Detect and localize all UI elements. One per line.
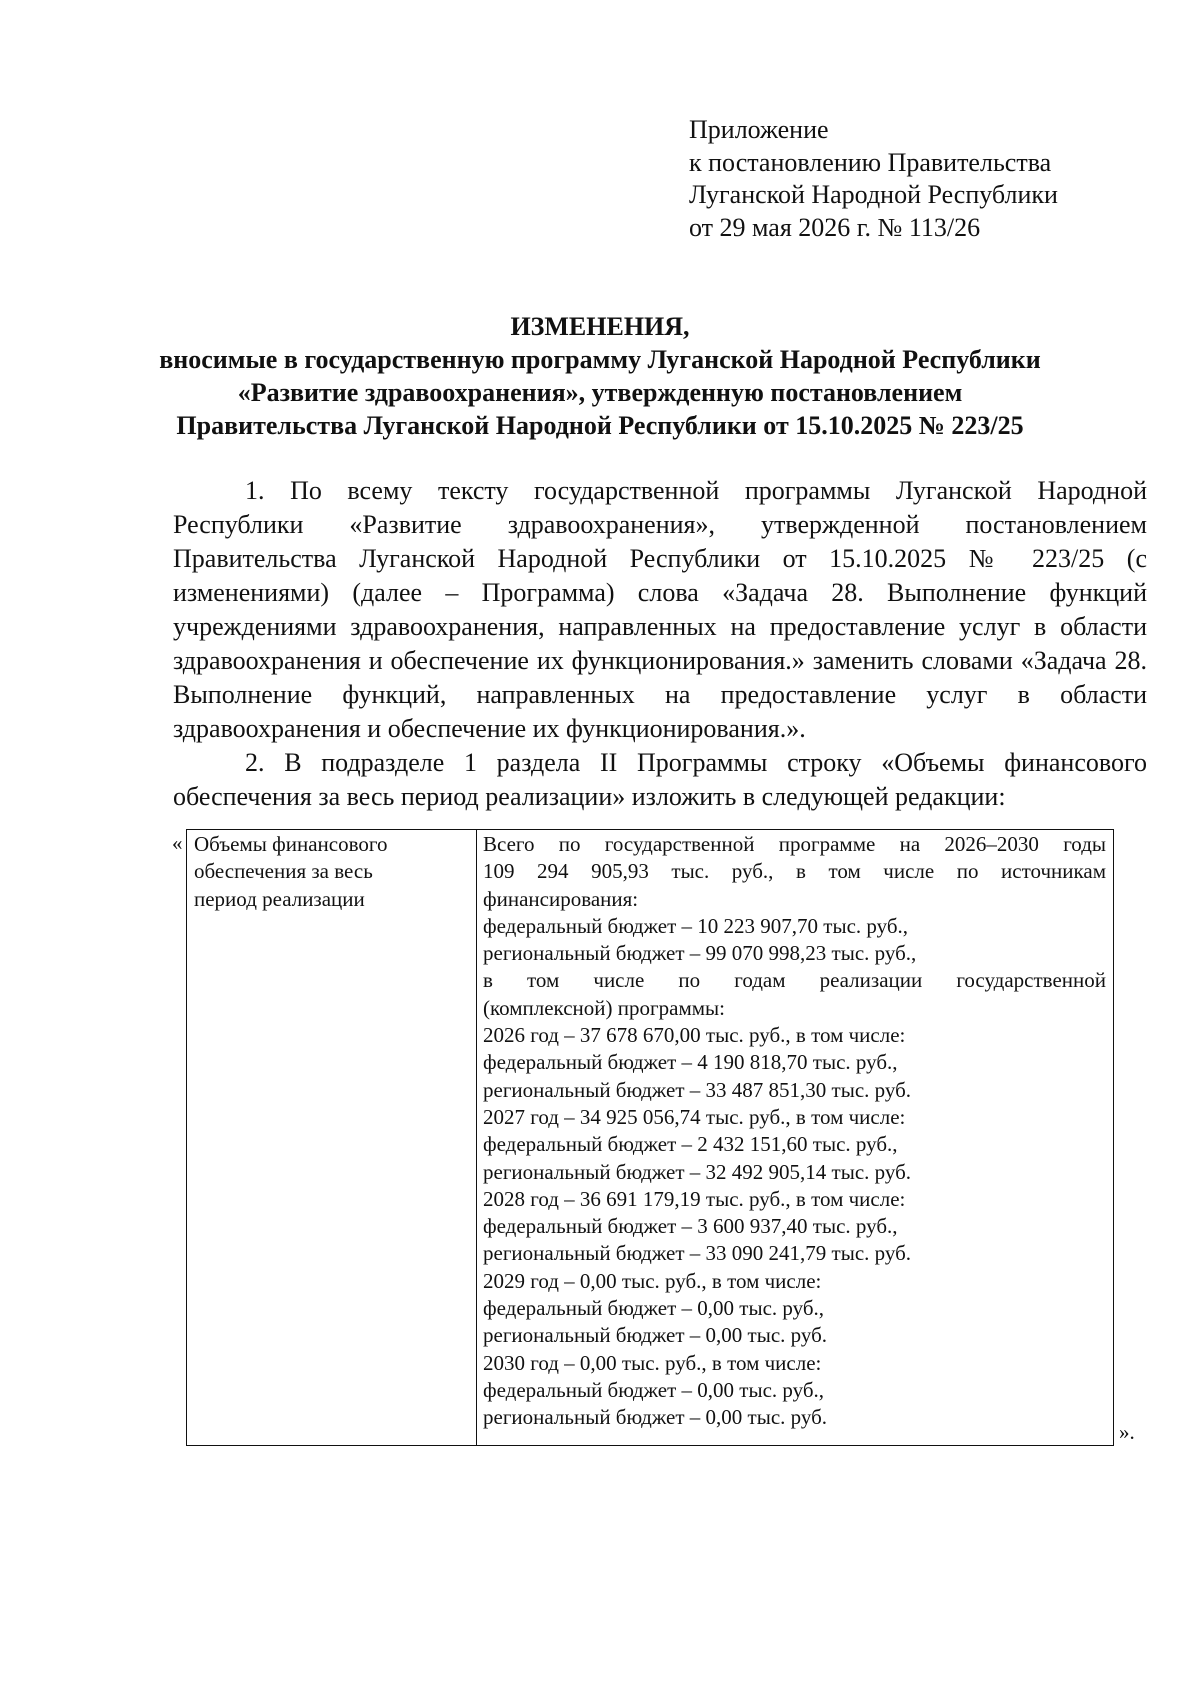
value-line: 2028 год – 36 691 179,19 тыс. руб., в том числе:	[483, 1186, 906, 1211]
value-line: в том числе по годам реализации государственной	[483, 968, 1106, 993]
appendix-line: к постановлению Правительства	[689, 147, 1052, 177]
value-line: финансирования:	[483, 886, 639, 911]
value-line: федеральный бюджет – 3 600 937,40 тыс. руб.,	[483, 1214, 898, 1239]
table-close-quote: ».	[1119, 1420, 1135, 1444]
value-line: федеральный бюджет – 0,00 тыс. руб.,	[483, 1377, 825, 1402]
appendix-line: Луганской Народной Республики	[689, 180, 1058, 209]
value-line: региональный бюджет – 33 487 851,30 тыс. руб.	[483, 1077, 912, 1102]
value-line: 2029 год – 0,00 тыс. руб., в том числе:	[483, 1268, 822, 1293]
table-label-cell	[194, 831, 464, 913]
value-line: 2030 год – 0,00 тыс. руб., в том числе:	[483, 1350, 822, 1375]
appendix-line: от 29 мая 2026 г. № 113/26	[689, 212, 981, 242]
title-line: вносимые в государственную программу Луганской Народной Республики	[159, 345, 1041, 374]
value-line: федеральный бюджет – 2 432 151,60 тыс. руб.,	[483, 1132, 898, 1157]
value-line: региональный бюджет – 33 090 241,79 тыс. руб.	[483, 1241, 912, 1266]
appendix-line: Приложение	[689, 115, 829, 144]
value-line: федеральный бюджет – 0,00 тыс. руб.,	[483, 1296, 825, 1321]
title-line: «Развитие здравоохранения», утвержденную постановлением	[237, 378, 963, 407]
value-line: 109 294 905,93 тыс. руб., в том числе по источникам	[483, 859, 1106, 884]
value-line: региональный бюджет – 99 070 998,23 тыс. руб.,	[483, 941, 917, 966]
funding-table	[186, 829, 1114, 1446]
appendix-header	[689, 114, 1058, 244]
value-line: 2027 год – 34 925 056,74 тыс. руб., в том числе:	[483, 1104, 906, 1129]
value-line: (комплексной) программы:	[483, 995, 725, 1020]
value-line: региональный бюджет – 0,00 тыс. руб.	[483, 1405, 828, 1430]
table-value-cell	[483, 831, 1106, 1432]
title-line: Правительства Луганской Народной Республики от 15.10.2025 № 223/25	[176, 411, 1024, 440]
table-column-divider	[476, 830, 477, 1445]
value-line: региональный бюджет – 0,00 тыс. руб.	[483, 1323, 828, 1348]
value-line: региональный бюджет – 32 492 905,14 тыс. руб.	[483, 1159, 912, 1184]
label-line: период реализации	[194, 886, 365, 911]
title-line: ИЗМЕНЕНИЯ,	[510, 312, 690, 341]
paragraph-1: 1. По всему тексту государственной программы Луганской Народной Республики «Развитие здравоохранения», утвержденной постановлением Правительства Луганской Народной Республики от 15.10.2025 № 223/25 (с изменениями) (далее – Программа) слова «Задача 28. Выполнение функций учреждениями здравоохранения, направленных на предоставление услуг в области здравоохранения и обеспечение их функционирования.» заменить словами «Задача 28. Выполнение функций, направленных на предоставление услуг в области здравоохранения и обеспечение их функционирования.».	[173, 476, 1147, 743]
value-line: федеральный бюджет – 10 223 907,70 тыс. руб.,	[483, 913, 909, 938]
value-line: 2026 год – 37 678 670,00 тыс. руб., в том числе:	[483, 1023, 906, 1048]
value-line: федеральный бюджет – 4 190 818,70 тыс. руб.,	[483, 1050, 898, 1075]
label-line: обеспечения за весь	[194, 859, 373, 884]
document-body	[173, 474, 1147, 814]
value-line: Всего по государственной программе на 2026–2030 годы	[483, 832, 1106, 856]
table-open-quote: «	[172, 831, 183, 855]
paragraph-2: 2. В подразделе 1 раздела II Программы строку «Объемы финансового обеспечения за весь период реализации» изложить в следующей редакции:	[173, 748, 1147, 811]
document-title	[150, 310, 1050, 442]
label-line: Объемы финансового	[194, 832, 388, 856]
